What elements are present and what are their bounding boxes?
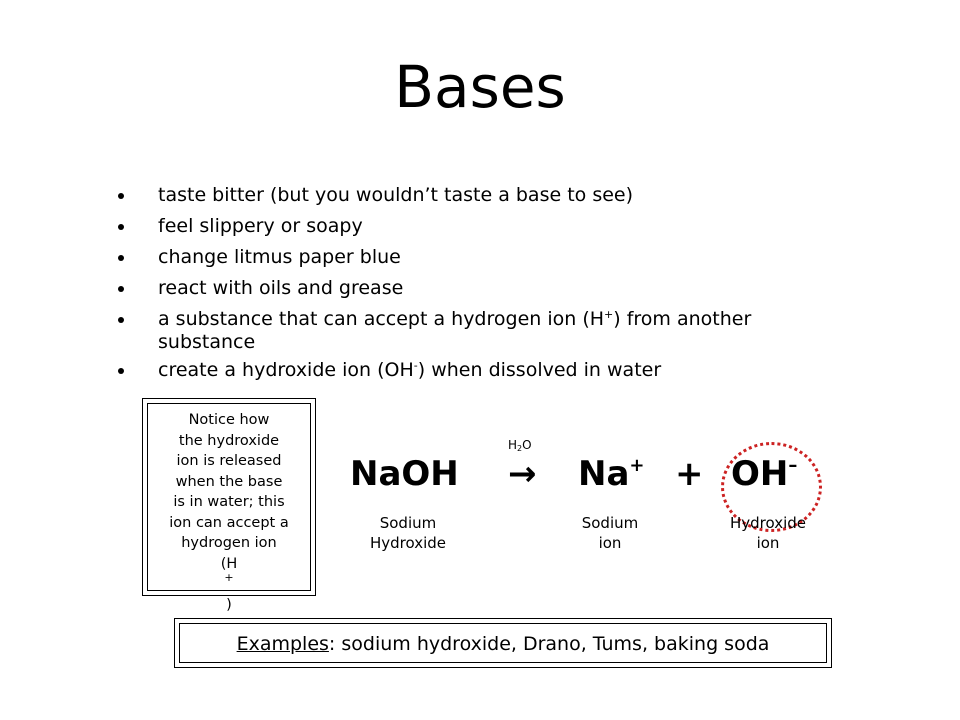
bullet-text-fragment: ) from another [613, 308, 752, 330]
label-line: ion [598, 534, 622, 552]
examples-label: Examples [236, 633, 329, 655]
label-line: Hydroxide [729, 514, 807, 532]
bullet-text: taste bitter (but you wouldn’t taste a base to see) [158, 184, 634, 206]
sodium-ion-label [555, 513, 665, 553]
bullet-item [118, 359, 878, 382]
reaction-arrow-icon: → [508, 454, 537, 494]
notice-line: Notice how [188, 412, 270, 428]
notice-line: when the base [175, 473, 283, 490]
bullet-text-fragment: a substance that can accept a hydrogen ion (H [158, 308, 605, 330]
notice-box [142, 398, 316, 613]
equation-product-sodium-ion [578, 454, 645, 494]
slide-title: Bases [394, 53, 566, 121]
bullet-dot [118, 368, 124, 374]
bullet-text: react with oils and grease [158, 277, 404, 299]
product-symbol: Na [578, 454, 630, 494]
bullet-item [118, 184, 878, 207]
notice-line: hydrogen ion [181, 535, 277, 551]
subscript: 2 [517, 444, 523, 453]
bullet-item [118, 277, 878, 300]
examples-colon: : [328, 633, 342, 655]
examples-text [180, 633, 826, 655]
bullet-dot [118, 193, 124, 199]
bullet-text: change litmus paper blue [158, 246, 401, 268]
notice-inner-border [147, 403, 311, 613]
notice-line: is in water; this [173, 494, 285, 510]
superscript-charge: + [224, 571, 234, 584]
bullet-dot [118, 255, 124, 261]
notice-line [150, 554, 308, 616]
bullet-dot [118, 317, 124, 323]
solvent-fragment: O [522, 438, 532, 452]
hydroxide-ion-label [708, 513, 828, 553]
bullet-text-fragment: create a hydroxide ion (OH [158, 359, 414, 381]
notice-text [150, 410, 308, 615]
bullet-item [118, 308, 878, 354]
ion-charge: + [629, 455, 645, 476]
notice-fragment: ) [226, 596, 232, 613]
reactant-label [342, 513, 474, 553]
notice-fragment: (H [220, 555, 238, 572]
bullet-dot [118, 224, 124, 230]
bullet-text-fragment: ) when dissolved in water [417, 359, 662, 381]
product-symbol: OH [731, 454, 789, 494]
solvent-fragment: H [508, 438, 518, 452]
bullet-item [118, 246, 878, 269]
label-line: Sodium [379, 514, 437, 532]
examples-box [174, 618, 832, 668]
label-line: Hydroxide [369, 534, 447, 552]
superscript-charge: + [604, 308, 614, 321]
bullet-text: feel slippery or soapy [158, 215, 363, 237]
bullet-dot [118, 286, 124, 292]
solvent-water [508, 438, 532, 456]
bullet-item [118, 215, 878, 238]
label-line: Sodium [581, 514, 639, 532]
bullet-list [118, 184, 878, 390]
equation-reactant: NaOH [350, 454, 459, 494]
notice-line: the hydroxide [178, 432, 280, 449]
notice-line: ion is released [176, 453, 282, 469]
bullet-text-line: substance [158, 331, 256, 353]
examples-list: sodium hydroxide, Drano, Tums, baking soda [341, 633, 770, 655]
notice-line: ion can accept a [169, 514, 289, 531]
superscript-charge: - [413, 359, 418, 372]
equation-plus: + [675, 454, 704, 494]
label-line: ion [756, 534, 780, 552]
ion-charge: – [788, 455, 798, 476]
examples-inner-border [179, 623, 827, 663]
bullet-text-line [158, 308, 878, 331]
